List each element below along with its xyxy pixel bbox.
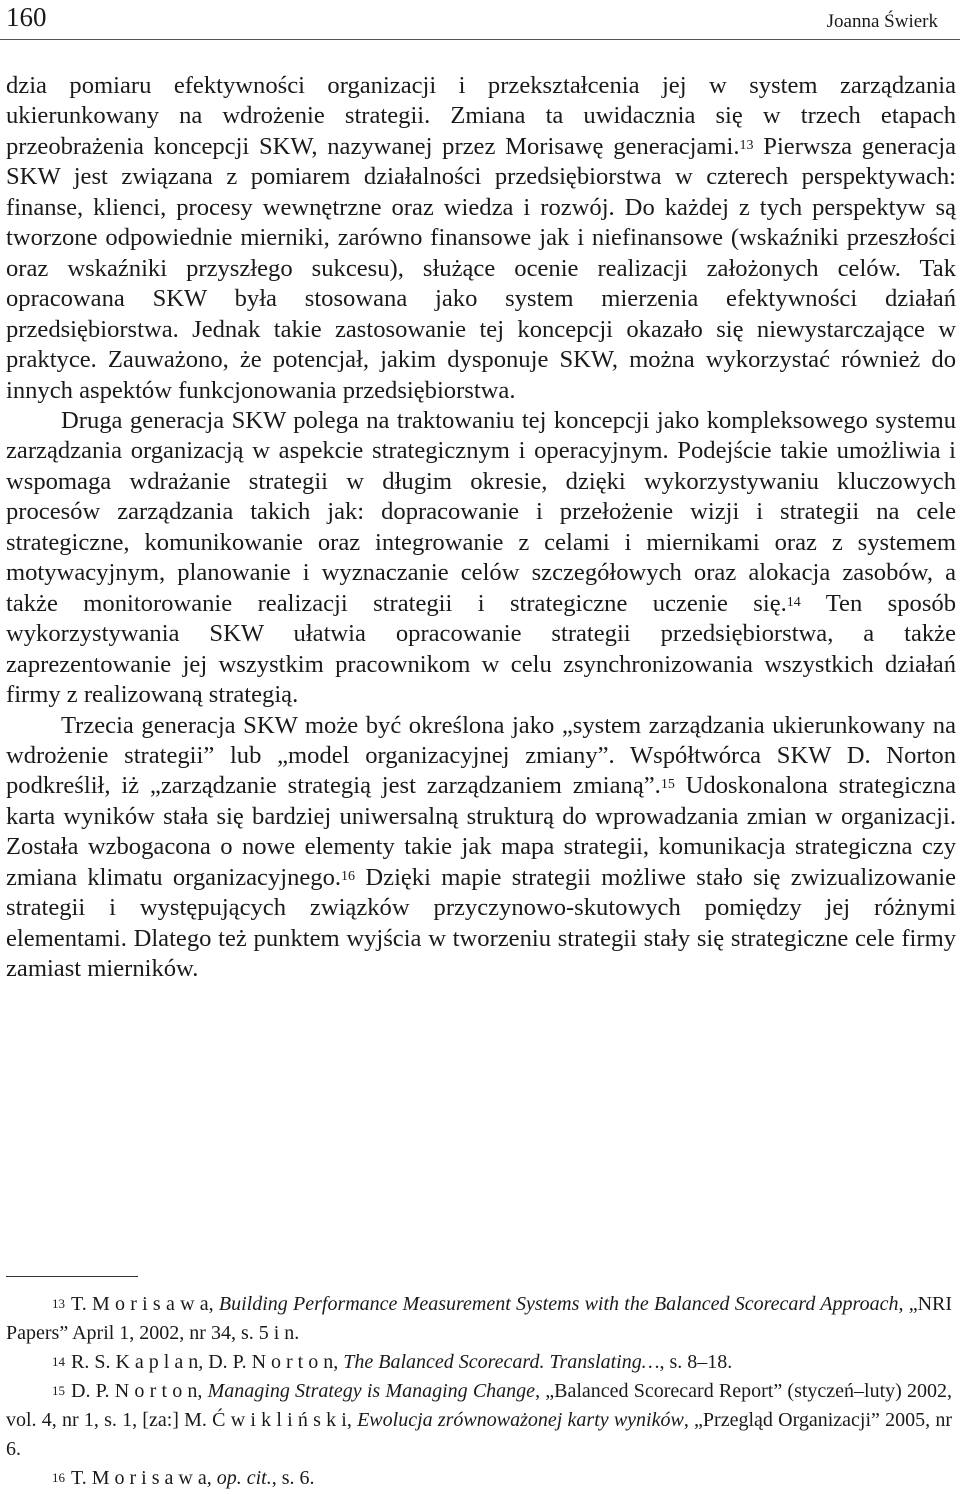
footnote-author: T. M o r i s a w a, — [71, 1467, 212, 1489]
footnote-13 — [6, 1290, 952, 1348]
footnote-author: T. M o r i s a w a, — [71, 1293, 214, 1315]
footnote-ref-15[interactable]: 15 — [660, 777, 675, 793]
footnote-rest: , s. 6. — [271, 1467, 315, 1489]
paragraph-1-text-b: Pierwsza generacja SKW jest związana z pomiarem działalności przedsiębiorstwa w czterech perspektywach: finanse, klienci, procesy wewnętrzne oraz wiedza i rozwój. Do każdej z tych perspektyw są tworzone odpowiednie mierniki, zarówno finansowe jak i niefinansowe (wskaźniki przeszłości oraz wskaźniki przyszłego sukcesu), służące ocenie realizacji założonych celów. Tak opracowana SKW była stosowana jako system mierzenia efektywności działań przedsiębiorstwa. Jednak takie zastosowanie tej koncepcji okazało się niewystarczające w praktyce. Zauważono, że potencjał, jakim dysponuje SKW, można wykorzystać również do innych aspektów funkcjonowania przedsiębiorstwa. — [6, 132, 956, 404]
footnote-ref-14[interactable]: 14 — [786, 594, 801, 610]
footnote-title: The Balanced Scorecard. Translating… — [343, 1351, 660, 1373]
footnote-rest: , s. 8–18. — [659, 1351, 733, 1373]
footnote-author: R. S. K a p l a n, D. P. N o r t o n, — [71, 1351, 339, 1373]
paragraph-3-text-b: Udoskonalona strategiczna karta wyników stała się bardziej uniwersalną strukturą do wprowadzania zmian w organizacji. Została wzbogacona o nowe elementy takie jak mapa strategii, komunikacja strategiczna czy zmiana klimatu organizacyjnego. — [6, 772, 956, 891]
footnote-author-2: M. Ć w i k l i ń s k i, — [184, 1409, 352, 1431]
paragraph-1-text-a: dzia pomiaru efektywności organizacji i przekształcenia jej w system zarządzania ukierunkowany na wdrożenie strategii. Zmiana ta uwidacznia się w trzech etapach przeobrażenia koncepcji SKW, nazywanej przez Morisawę generacjami. — [6, 72, 956, 160]
footnote-title-2: Ewolucja zrównoważonej karty wyników — [357, 1409, 684, 1431]
paragraph-3-text-c: Dzięki mapie strategii możliwe stało się zwizualizowanie strategii i występujących związków przyczynowo-skutowych pomiędzy jej różnymi elementami. Dlatego też punktem wyjścia w tworzeniu strategii stały się strategiczne cele firmy zamiast mierników. — [6, 863, 956, 983]
footnote-number: 15 — [52, 1383, 65, 1398]
header-author: Joanna Świerk — [826, 11, 938, 32]
paragraph-2-text-a: Druga generacja SKW polega na traktowaniu tej koncepcji jako kompleksowego systemu zarządzania organizacją w aspekcie strategicznym i operacyjnym. Podejście takie umożliwia i wspomaga wdrażanie strategii w długim okresie, dzięki wykorzystywaniu kluczowych procesów zarządzania takich jak: dopracowanie i przełożenie wizji i strategii na cele strategiczne, komunikowanie oraz integrowanie z celami i miernikami oraz z systemem motywacyjnym, planowanie i wyznaczanie celów szczegółowych oraz alokacja zasobów, a także monitorowanie realizacji strategii i strategiczne uczenie się. — [6, 406, 956, 617]
body-text — [6, 71, 956, 985]
paragraph-2-text-b: Ten sposób wykorzystywania SKW ułatwia opracowanie strategii przedsiębiorstwa, a także zaprezentowanie jej wszystkim pracownikom w celu zsynchronizowania wszystkich działań firmy z realizowaną strategią. — [6, 589, 956, 709]
footnote-ref-16[interactable]: 16 — [341, 868, 356, 884]
footnote-title: Building Performance Measurement Systems with the Balanced Scorecard Approach — [218, 1293, 899, 1315]
footnote-15 — [6, 1377, 952, 1464]
running-header — [0, 0, 960, 40]
footnotes — [6, 1290, 952, 1493]
footnote-number: 13 — [52, 1296, 65, 1311]
paragraph-3-text-a: Trzecia generacja SKW może być określona jako „system zarządzania ukierunkowany na wdrożenie strategii” lub „model organizacyjnej zmiany”. Współtwórca SKW D. Norton podkreślił, iż „zarządzanie strategią jest zarządzaniem zmianą”. — [6, 711, 956, 800]
footnote-number: 16 — [52, 1470, 65, 1485]
footnote-14 — [6, 1348, 952, 1377]
paragraph-1 — [6, 71, 956, 406]
footnote-rest: , „NRI Papers” April 1, 2002, nr 34, s. 5 i n. — [6, 1293, 953, 1344]
footnote-ref-13[interactable]: 13 — [739, 137, 754, 153]
footnote-16 — [6, 1464, 952, 1493]
footnote-rest: , „Balanced Scorecard Report” (styczeń–luty) 2002, vol. 4, nr 1, s. 1, [za:] — [6, 1380, 953, 1431]
paragraph-3 — [6, 711, 956, 985]
footnote-author: D. P. N o r t o n, — [71, 1380, 203, 1402]
footnote-rest-2: , „Przegląd Organizacji” 2005, nr 6. — [6, 1409, 953, 1460]
page-number: 160 — [6, 2, 47, 32]
footnote-number: 14 — [52, 1354, 65, 1369]
paragraph-2 — [6, 406, 956, 711]
footnote-separator — [6, 1276, 138, 1277]
footnote-title: op. cit. — [216, 1467, 272, 1489]
footnote-title: Managing Strategy is Managing Change — [207, 1380, 536, 1402]
header-rule — [0, 39, 960, 40]
